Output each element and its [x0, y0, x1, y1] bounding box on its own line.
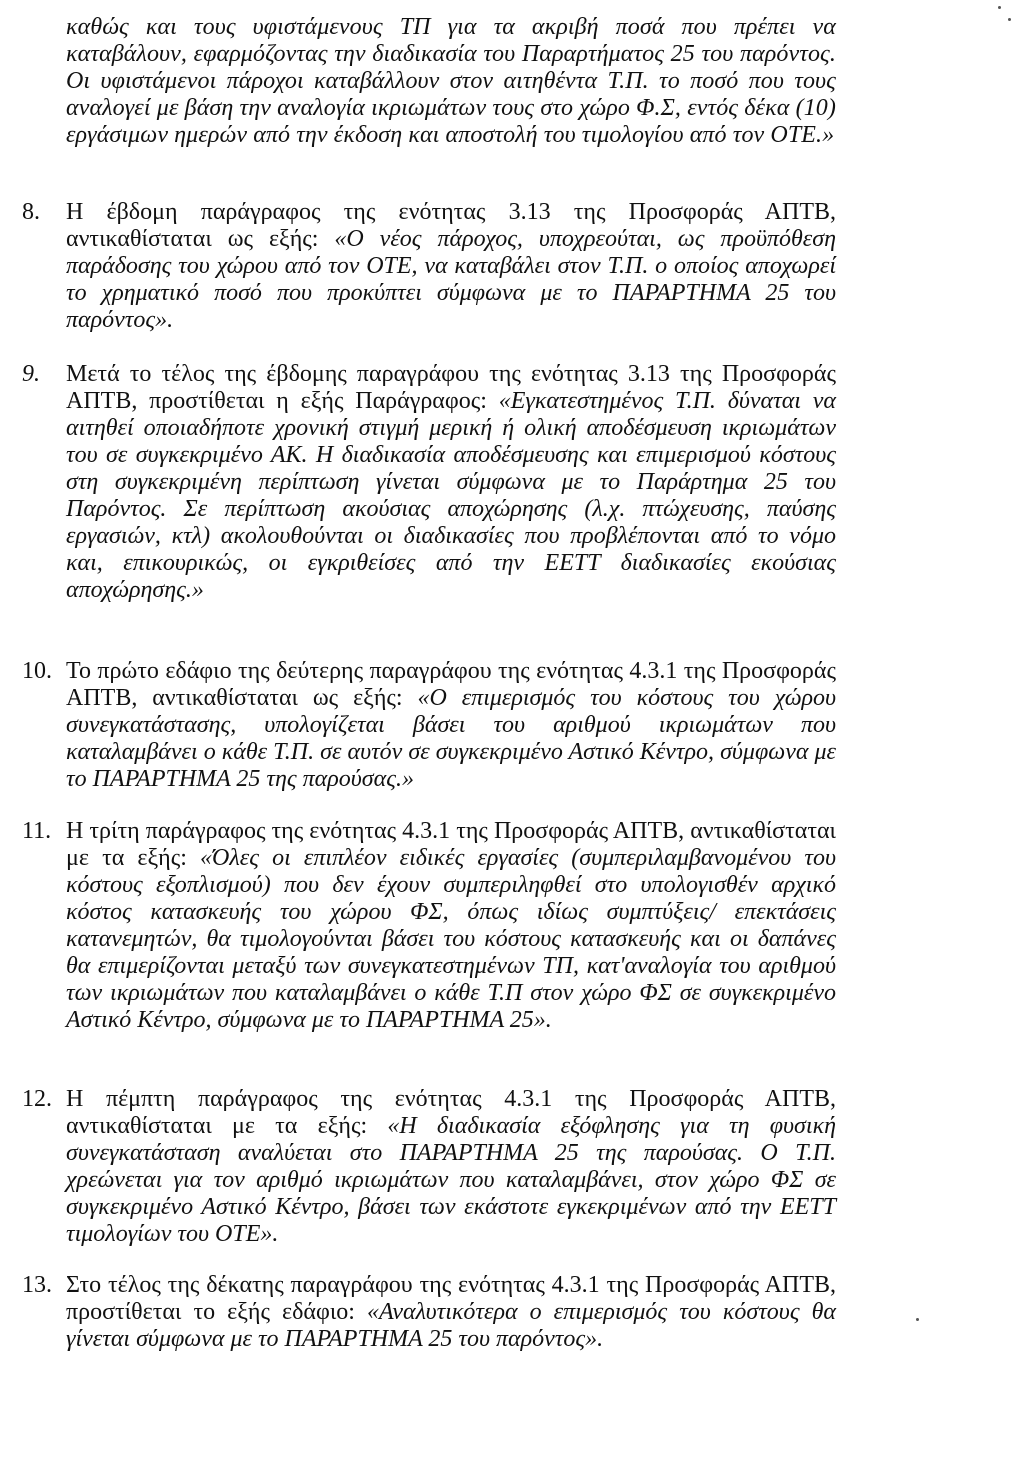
list-item-9 [22, 361, 836, 604]
item-number: 8. [22, 199, 40, 225]
item-number: 9. [22, 361, 40, 387]
item-plain-text: Η πέμπτη παράγραφος της ενότητας 4.3.1 της Προσφοράς ΑΠΤΒ, αντικαθίσταται με τα εξής: [66, 1086, 836, 1139]
item-text [66, 1272, 836, 1353]
item-quote-text: «Η διαδικασία εξόφλησης για τη φυσική συνεγκατάσταση αναλύεται στο ΠΑΡΑΡΤΗΜΑ 25 της παρούσας. Ο Τ.Π. χρεώνεται για τον αριθμό ικριωμάτων που καταλαμβάνει, στον χώρο ΦΣ σε συγκεκριμένο Αστικό Κέντρο, βάσει των εκάστοτε εγκεκριμένων από την ΕΕΤΤ τιμολογίων του ΟΤΕ». [66, 1113, 836, 1247]
scan-speck [998, 6, 1001, 9]
item-text [66, 199, 836, 334]
item-number: 11. [22, 818, 52, 844]
list-item-12 [22, 1086, 836, 1248]
item-text [66, 361, 836, 604]
item-plain-text: Στο τέλος της δέκατης παραγράφου της ενότητας 4.3.1 της Προσφοράς ΑΠΤΒ, προστίθεται το εξής εδάφιο: [66, 1272, 836, 1325]
scan-speck [916, 1318, 919, 1321]
item-number: 10. [22, 658, 52, 684]
list-item-8 [22, 199, 836, 334]
item-quote-text: «Αναλυτικότερα ο επιμερισμός του κόστους θα γίνεται σύμφωνα με το ΠΑΡΑΡΤΗΜΑ 25 του παρόντος». [66, 1299, 836, 1352]
list-item-13 [22, 1272, 836, 1353]
item-text [66, 658, 836, 793]
item-plain-text: Η τρίτη παράγραφος της ενότητας 4.3.1 της Προσφοράς ΑΠΤΒ, αντικαθίσταται με τα εξής: [66, 818, 836, 871]
item-plain-text: Μετά το τέλος της έβδομης παραγράφου της ενότητας 3.13 της Προσφοράς ΑΠΤΒ, προστίθεται η εξής Παράγραφος: [66, 361, 836, 414]
item-quote-text: «Εγκατεστημένος Τ.Π. δύναται να αιτηθεί οποιαδήποτε χρονική στιγμή μερική ή ολική αποδέσμευση ικριωμάτων του σε συγκεκριμένο ΑΚ. Η διαδικασία αποδέσμευσης και επιμερισμού κόστους στη συγκεκριμένη περίπτωση γίνεται σύμφωνα με το Παράρτημα 25 του Παρόντος. Σε περίπτωση ακούσιας αποχώρησης (λ.χ. πτώχευσης, παύσης εργασιών, κτλ) ακολουθούνται οι διαδικασίες που προβλέπονται από το νόμο και, επικουρικώς, οι εγκριθείσες από την ΕΕΤΤ διαδικασίες εκούσιας αποχώρησης.» [66, 388, 837, 603]
intro-paragraph: καθώς και τους υφιστάμενους ΤΠ για τα ακριβή ποσά που πρέπει να καταβάλουν, εφαρμόζοντας την διαδικασία του Παραρτήματος 25 του παρόντος. Οι υφιστάμενοι πάροχοι καταβάλλουν στον αιτηθέντα Τ.Π. το ποσό που τους αναλογεί με βάση την αναλογία ικριωμάτων τους στο χώρο Φ.Σ, εντός δέκα (10) εργάσιμων ημερών από την έκδοση και αποστολή του τιμολογίου από τον ΟΤΕ.» [66, 14, 836, 148]
item-plain-text: Η έβδομη παράγραφος της ενότητας 3.13 της Προσφοράς ΑΠΤΒ, αντικαθίσταται ως εξής: [66, 199, 836, 252]
item-number: 13. [22, 1272, 52, 1298]
scan-speck [1008, 18, 1011, 21]
list-item-11 [22, 818, 836, 1034]
item-text [66, 818, 836, 1034]
item-quote-text: «Ο νέος πάροχος, υποχρεούται, ως προϋπόθεση παράδοσης του χώρου από τον ΟΤΕ, να καταβάλει στον Τ.Π. ο οποίος αποχωρεί το χρηματικό ποσό που προκύπτει σύμφωνα με το ΠΑΡΑΡΤΗΜΑ 25 του παρόντος». [66, 226, 836, 333]
item-quote-text: «Ο επιμερισμός του κόστους του χώρου συνεγκατάστασης, υπολογίζεται βάσει του αριθμού ικριωμάτων που καταλαμβάνει ο κάθε Τ.Π. σε αυτόν σε συγκεκριμένο Αστικό Κέντρο, σύμφωνα με το ΠΑΡΑΡΤΗΜΑ 25 της παρούσας.» [66, 685, 836, 792]
item-quote-text: «Όλες οι επιπλέον ειδικές εργασίες (συμπεριλαμβανομένου του κόστους εξοπλισμού) που δεν έχουν συμπεριληφθεί στο υπολογισθέν αρχικό κόστος κατασκευής του χώρου ΦΣ, όπως ιδίως συμπτύξεις/ επεκτάσεις κατανεμητών, θα τιμολογούνται βάσει του κόστους κατασκευής και οι δαπάνες θα επιμερίζονται μεταξύ των συνεγκατεστημένων ΤΠ, κατ'αναλογία του αριθμού των ικριωμάτων που καταλαμβάνει ο κάθε Τ.Π στον χώρο ΦΣ σε συγκεκριμένο Αστικό Κέντρο, σύμφωνα με το ΠΑΡΑΡΤΗΜΑ 25». [66, 845, 836, 1033]
item-text [66, 1086, 836, 1248]
list-item-10 [22, 658, 836, 793]
item-number: 12. [22, 1086, 52, 1112]
item-plain-text: Το πρώτο εδάφιο της δεύτερης παραγράφου της ενότητας 4.3.1 της Προσφοράς ΑΠΤΒ, αντικαθίσταται ως εξής: [66, 658, 836, 711]
